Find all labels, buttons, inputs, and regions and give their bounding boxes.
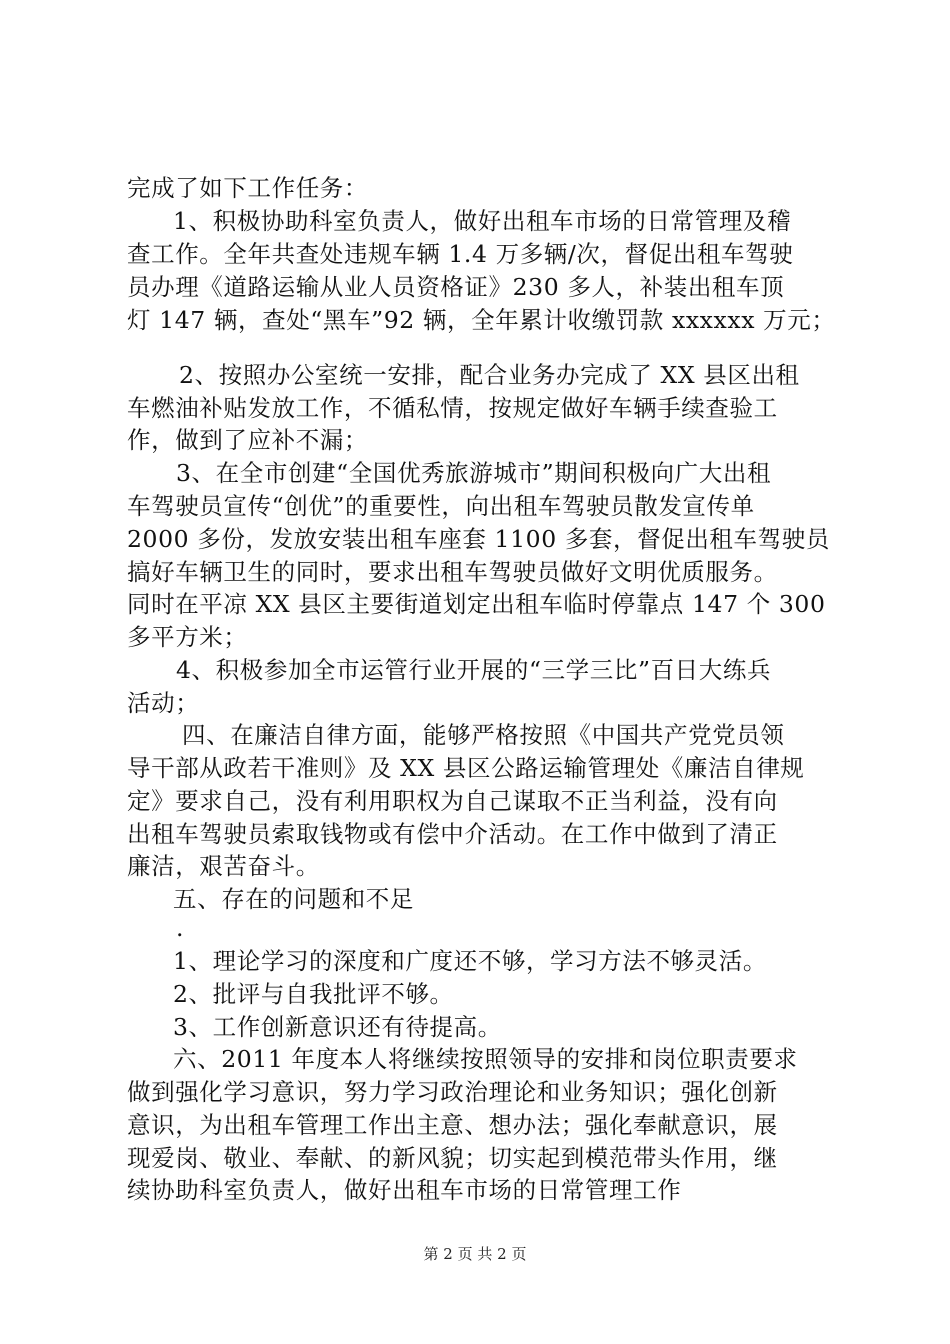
text-line: 4、积极参加全市运管行业开展的“三学三比”百日大练兵 xyxy=(176,656,772,684)
text-line: 2、按照办公室统一安排，配合业务办完成了 XX 县区出租 xyxy=(179,361,800,389)
text-line: 车驾驶员宣传“创优”的重要性，向出租车驾驶员散发宣传单 xyxy=(127,492,755,520)
text-line: . xyxy=(176,914,185,942)
text-line: 续协助科室负责人，做好出租车市场的日常管理工作 xyxy=(127,1176,682,1204)
text-line: 廉洁，艰苦奋斗。 xyxy=(127,852,320,880)
text-line: 1、理论学习的深度和广度还不够，学习方法不够灵活。 xyxy=(173,947,767,975)
text-line: 意识，为出租车管理工作出主意、想办法；强化奉献意识，展 xyxy=(127,1111,778,1139)
text-line: 多平方米； xyxy=(127,623,248,651)
text-line: 六、2011 年度本人将继续按照领导的安排和岗位职责要求 xyxy=(173,1045,798,1073)
text-line: 完成了如下工作任务： xyxy=(127,174,368,202)
text-line: 3、工作创新意识还有待提高。 xyxy=(173,1013,502,1041)
text-line: 五、存在的问题和不足 xyxy=(173,885,414,913)
text-line: 2000 多份，发放安装出租车座套 1100 多套，督促出租车驾驶员 xyxy=(127,525,830,553)
text-line: 出租车驾驶员索取钱物或有偿中介活动。在工作中做到了清正 xyxy=(127,820,778,848)
text-line: 做到强化学习意识，努力学习政治理论和业务知识；强化创新 xyxy=(127,1078,778,1106)
text-line: 车燃油补贴发放工作，不循私情，按规定做好车辆手续查验工 xyxy=(127,394,778,422)
text-line: 3、在全市创建“全国优秀旅游城市”期间积极向广大出租 xyxy=(176,459,772,487)
text-line: 查工作。全年共查处违规车辆 1.4 万多辆/次，督促出租车驾驶 xyxy=(127,240,794,268)
text-line: 搞好车辆卫生的同时，要求出租车驾驶员做好文明优质服务。 xyxy=(127,558,778,586)
text-line: 四、在廉洁自律方面，能够严格按照《中国共产党党员领 xyxy=(182,721,785,749)
text-line: 2、批评与自我批评不够。 xyxy=(173,980,454,1008)
text-line: 定》要求自己，没有利用职权为自己谋取不正当利益，没有向 xyxy=(127,787,778,815)
text-line: 作，做到了应补不漏； xyxy=(127,426,368,454)
text-line: 1、积极协助科室负责人，做好出租车市场的日常管理及稽 xyxy=(173,207,792,235)
text-line: 员办理《道路运输从业人员资格证》230 多人，补装出租车顶 xyxy=(127,273,785,301)
text-line: 现爱岗、敬业、奉献、的新风貌；切实起到模范带头作用，继 xyxy=(127,1144,778,1172)
text-line: 同时在平凉 XX 县区主要街道划定出租车临时停靠点 147 个 300 xyxy=(127,590,826,618)
text-line: 导干部从政若干准则》及 XX 县区公路运输管理处《廉洁自律规 xyxy=(127,754,805,782)
text-line: 活动； xyxy=(127,689,200,717)
text-line: 灯 147 辆，查处“黑车”92 辆，全年累计收缴罚款 xxxxxx 万元； xyxy=(127,306,836,334)
page-number-footer: 第 2 页 共 2 页 xyxy=(423,1245,527,1263)
